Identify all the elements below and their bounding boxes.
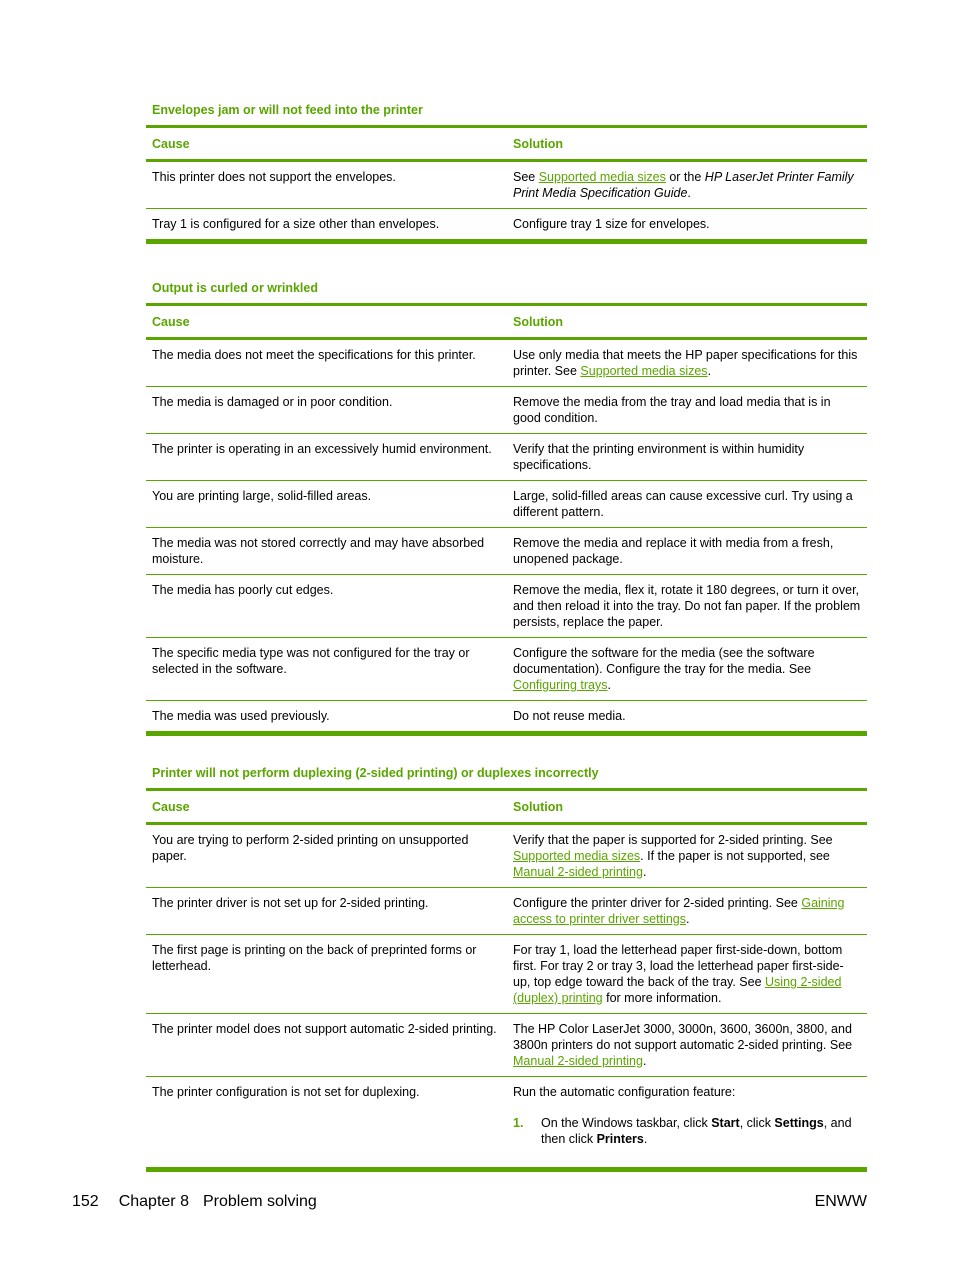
cause-cell: The first page is printing on the back of preprinted forms or letterhead.	[146, 935, 507, 1014]
solution-text: .	[642, 1054, 647, 1068]
ui-term-printers: Printers	[596, 1132, 644, 1146]
table-row	[146, 209, 867, 242]
link-manual-2-sided-printing[interactable]: Manual 2-sided printing	[513, 865, 643, 879]
section-title: Output is curled or wrinkled	[152, 281, 318, 295]
table-row	[146, 528, 867, 575]
solution-text: .	[707, 364, 712, 378]
cause-cell: The media is damaged or in poor condition.	[146, 387, 507, 434]
solution-text: .	[642, 865, 647, 879]
table-row	[146, 387, 867, 434]
cause-cell: Tray 1 is configured for a size other than envelopes.	[146, 209, 507, 242]
table-row	[146, 888, 867, 935]
solution-cell	[507, 1077, 867, 1170]
footer-code: ENWW	[814, 1193, 867, 1210]
step-text-part: .	[643, 1132, 648, 1146]
section-envelopes	[146, 101, 867, 244]
solution-cell: Do not reuse media.	[507, 701, 867, 734]
guide-title: HP LaserJet Printer Family Print Media Specification Guide	[513, 170, 854, 200]
solution-text: See	[513, 170, 539, 184]
solution-header: Solution	[507, 127, 867, 161]
solution-text: . If the paper is not supported, see	[640, 849, 830, 863]
link-gaining-access-driver-settings[interactable]: Gaining access to printer driver settings	[513, 896, 845, 926]
solution-text: or the	[665, 170, 705, 184]
table-header-row	[146, 305, 867, 339]
numbered-step	[513, 1115, 861, 1147]
section-title: Envelopes jam or will not feed into the printer	[152, 103, 423, 117]
cause-cell: The printer is operating in an excessively humid environment.	[146, 434, 507, 481]
solution-text: Verify that the paper is supported for 2-sided printing. See	[513, 833, 833, 847]
solution-text: The HP Color LaserJet 3000, 3000n, 3600, 3600n, 3800, and 3800n printers do not support automatic 2-sided printing. See	[513, 1022, 853, 1052]
section-curled-output	[146, 279, 867, 736]
table-row	[146, 824, 867, 888]
cause-cell: The media has poorly cut edges.	[146, 575, 507, 638]
link-using-duplex-printing[interactable]: Using 2-sided (duplex) printing	[513, 975, 842, 1005]
solution-text: For tray 1, load the letterhead paper first-side-down, bottom first. For tray 2 or tray 3, load the letterhead paper first-side-up, top edge toward the back of the tray. See	[513, 943, 844, 989]
cause-cell: The printer model does not support automatic 2-sided printing.	[146, 1014, 507, 1077]
table-row	[146, 1077, 867, 1170]
cause-cell: You are printing large, solid-filled areas.	[146, 481, 507, 528]
solution-header: Solution	[507, 305, 867, 339]
table-row	[146, 638, 867, 701]
solution-cell	[507, 935, 867, 1014]
link-manual-2-sided-printing[interactable]: Manual 2-sided printing	[513, 1054, 643, 1068]
troubleshooting-table	[146, 788, 867, 1172]
cause-header: Cause	[146, 305, 507, 339]
cause-cell: The printer driver is not set up for 2-sided printing.	[146, 888, 507, 935]
solution-cell	[507, 1014, 867, 1077]
table-row	[146, 339, 867, 387]
cause-cell: The specific media type was not configured for the tray or selected in the software.	[146, 638, 507, 701]
step-number: 1.	[513, 1116, 524, 1130]
link-configuring-trays[interactable]: Configuring trays	[513, 678, 608, 692]
chapter-label: Chapter 8	[118, 1193, 189, 1210]
page-number: 152	[72, 1193, 99, 1210]
cause-cell: The media does not meet the specifications for this printer.	[146, 339, 507, 387]
troubleshooting-table	[146, 303, 867, 736]
cause-cell: The printer configuration is not set for duplexing.	[146, 1077, 507, 1170]
solution-cell: Remove the media, flex it, rotate it 180 degrees, or turn it over, and then reload it into the tray. Do not fan paper. If the problem persists, replace the paper.	[507, 575, 867, 638]
table-header-row	[146, 790, 867, 824]
solution-text: for more information.	[602, 991, 722, 1005]
solution-cell	[507, 161, 867, 209]
table-row	[146, 701, 867, 734]
table-row	[146, 1014, 867, 1077]
step-text-part: On the Windows taskbar, click	[541, 1116, 712, 1130]
section-title: Printer will not perform duplexing (2-sided printing) or duplexes incorrectly	[152, 766, 599, 780]
table-header-row	[146, 127, 867, 161]
link-supported-media-sizes[interactable]: Supported media sizes	[538, 170, 666, 184]
solution-cell: Remove the media from the tray and load media that is in good condition.	[507, 387, 867, 434]
cause-cell: The media was used previously.	[146, 701, 507, 734]
solution-cell: Configure tray 1 size for envelopes.	[507, 209, 867, 242]
cause-cell: The media was not stored correctly and may have absorbed moisture.	[146, 528, 507, 575]
section-duplexing	[146, 764, 867, 1172]
table-row	[146, 575, 867, 638]
solution-text: Configure the printer driver for 2-sided printing. See	[513, 896, 802, 910]
solution-cell	[507, 638, 867, 701]
cause-header: Cause	[146, 790, 507, 824]
link-supported-media-sizes[interactable]: Supported media sizes	[580, 364, 708, 378]
table-row	[146, 481, 867, 528]
page-footer	[72, 1192, 867, 1212]
table-row	[146, 161, 867, 209]
cause-header: Cause	[146, 127, 507, 161]
table-row	[146, 935, 867, 1014]
solution-cell: Verify that the printing environment is within humidity specifications.	[507, 434, 867, 481]
solution-text: .	[687, 186, 691, 200]
link-supported-media-sizes[interactable]: Supported media sizes	[513, 849, 641, 863]
solution-text: Use only media that meets the HP paper specifications for this printer. See	[513, 348, 858, 378]
table-row	[146, 434, 867, 481]
step-text-part: , and then click	[541, 1116, 852, 1146]
solution-cell	[507, 824, 867, 888]
cause-cell: You are trying to perform 2-sided printing on unsupported paper.	[146, 824, 507, 888]
ui-term-start: Start	[711, 1116, 740, 1130]
solution-cell	[507, 339, 867, 387]
ui-term-settings: Settings	[774, 1116, 824, 1130]
solution-cell	[507, 888, 867, 935]
troubleshooting-table	[146, 125, 867, 244]
solution-text: .	[686, 912, 690, 926]
solution-cell: Remove the media and replace it with media from a fresh, unopened package.	[507, 528, 867, 575]
solution-text: Configure the software for the media (see the software documentation). Configure the tray for the media. See	[513, 646, 815, 676]
solution-header: Solution	[507, 790, 867, 824]
step-text-part: , click	[739, 1116, 775, 1130]
solution-text: Run the automatic configuration feature:	[513, 1085, 736, 1099]
step-text	[541, 1115, 861, 1147]
solution-text: .	[607, 678, 611, 692]
cause-cell: This printer does not support the envelopes.	[146, 161, 507, 209]
solution-cell: Large, solid-filled areas can cause excessive curl. Try using a different pattern.	[507, 481, 867, 528]
chapter-title: Problem solving	[202, 1193, 317, 1210]
